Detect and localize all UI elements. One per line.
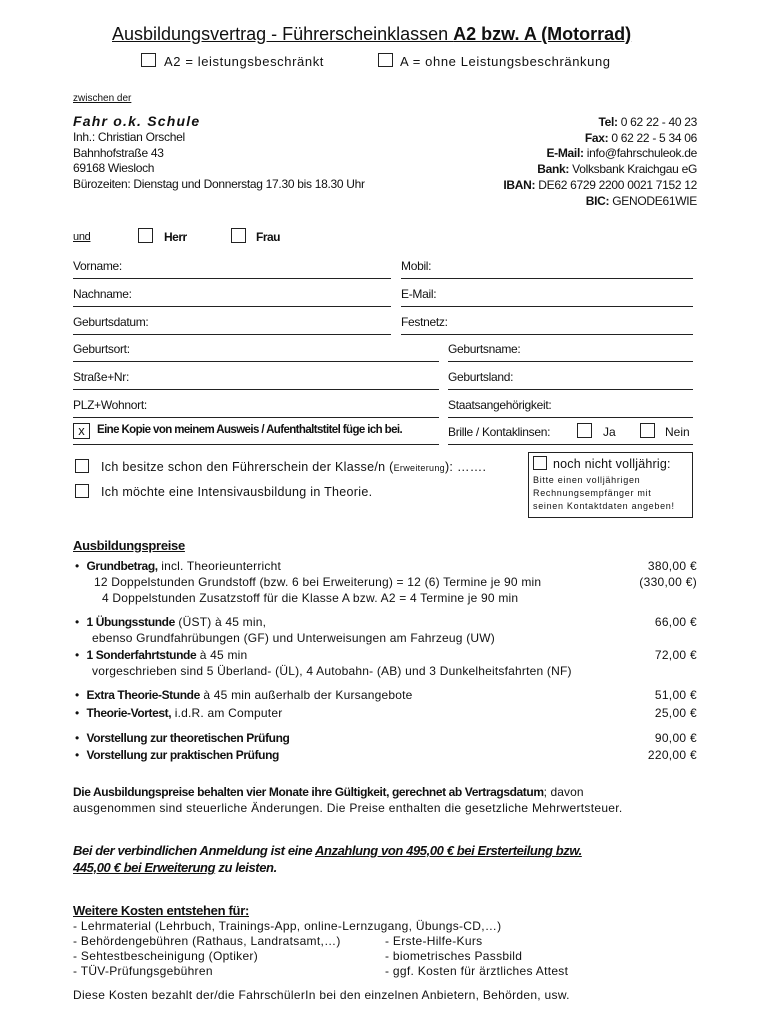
grund-line-3: 4 Doppelstunden Zusatzstoff für die Klasse A bzw. A2 = 4 Termine je 90 min [102, 591, 519, 605]
checkbox-a[interactable] [378, 53, 393, 67]
plz-label: PLZ+Wohnort: [73, 398, 147, 412]
cost-right-3: - biometrisches Passbild [385, 949, 523, 963]
fax-value: 0 62 22 - 5 34 06 [611, 130, 697, 145]
grund-label: Grundbetrag, [86, 559, 158, 573]
intensiv-text: Ich möchte eine Intensivausbildung in Theorie. [101, 485, 373, 499]
costs-heading: Weitere Kosten entstehen für: [73, 903, 249, 918]
sonder-label: 1 Sonderfahrtstunde [86, 648, 197, 662]
between-label: zwischen der [73, 93, 132, 104]
grund-price-2: (330,00 €) [639, 575, 697, 589]
extra-price: 51,00 € [654, 688, 697, 702]
option-a-label: A = ohne Leistungsbeschränkung [400, 54, 611, 69]
bank-label: Bank: [537, 162, 570, 177]
ja-label: Ja [603, 425, 616, 439]
title-main: Ausbildungsvertrag - Führerscheinklassen [112, 24, 454, 44]
extra-rest: à 45 min außerhalb der Kursangebote [199, 688, 413, 702]
copy-text: Eine Kopie von meinem Ausweis / Aufenthaltstitel füge ich bei. [97, 424, 403, 436]
geburtsort-label: Geburtsort: [73, 342, 130, 356]
email-field[interactable] [401, 306, 693, 307]
cost-line-2: - Behördengebühren (Rathaus, Landratsamt,…) [73, 934, 341, 948]
bullet: • [75, 731, 80, 745]
deposit-pre: Bei der verbindlichen Anmeldung ist eine [73, 843, 315, 858]
uebung-rest: (ÜST) à 45 min, [174, 615, 267, 629]
minor-note-2: Rechnungsempfänger mit [533, 488, 652, 498]
email-label: E-Mail: [546, 146, 584, 161]
vorname-label: Vorname: [73, 259, 122, 273]
vortest-label: Theorie-Vortest, [86, 706, 172, 720]
sonder-price: 72,00 € [654, 648, 697, 662]
tel-value: 0 62 22 - 40 23 [620, 115, 697, 129]
extra-label: Extra Theorie-Stunde [86, 688, 200, 702]
bullet: • [75, 688, 80, 702]
checkbox-frau[interactable] [231, 228, 246, 243]
nachname-field[interactable] [73, 306, 391, 307]
deposit-amount-1: Anzahlung von 495,00 € bei Ersterteilung bzw. [314, 843, 582, 858]
checkbox-nein[interactable] [640, 423, 655, 438]
sonder-line-2: vorgeschrieben sind 5 Überland- (ÜL), 4 Autobahn- (AB) und 3 Dunkelheitsfahrten (NF) [92, 664, 572, 678]
prices-heading: Ausbildungspreise [73, 538, 185, 553]
deposit-line-2 [73, 860, 277, 875]
school-street: Bahnhofstraße 43 [73, 146, 164, 160]
cost-line-1: - Lehrmaterial (Lehrbuch, Trainings-App, online-Lernzugang, Übungs-CD,…) [73, 919, 502, 933]
checkbox-herr[interactable] [138, 228, 153, 243]
minor-title: noch nicht volljährig: [553, 457, 671, 471]
checkbox-a2[interactable] [141, 53, 156, 67]
geburtsdatum-label: Geburtsdatum: [73, 315, 149, 329]
tel-label: Tel: [598, 115, 618, 129]
vortest-rest: i.d.R. am Computer [171, 706, 283, 720]
mobil-field[interactable] [401, 278, 693, 279]
license-small: Erweiterung [393, 463, 445, 473]
iban-label: IBAN: [503, 177, 536, 192]
validity-text [73, 785, 584, 799]
grund-line-2: 12 Doppelstunden Grundstoff (bzw. 6 bei Erweiterung) = 12 (6) Termine je 90 min [94, 575, 542, 589]
prak-price: 220,00 € [647, 748, 697, 762]
iban-value: DE62 6729 2200 0021 7152 12 [538, 177, 697, 192]
copy-row-line [73, 444, 439, 445]
checkbox-license[interactable] [75, 459, 89, 473]
brille-label: Brille / Kontaklinsen: [448, 425, 551, 439]
fax-label: Fax: [584, 130, 609, 145]
validity-bold: Die Ausbildungspreise behalten vier Monate ihre Gültigkeit, gerechnet ab Vertragsdatum [73, 785, 544, 799]
geburtsdatum-field[interactable] [73, 334, 391, 335]
vorname-field[interactable] [73, 278, 391, 279]
minor-box [528, 452, 693, 518]
checkbox-copy[interactable]: x [73, 423, 90, 439]
nachname-label: Nachname: [73, 287, 132, 301]
nein-label: Nein [665, 425, 690, 439]
bullet: • [75, 559, 80, 573]
geburtsname-field[interactable] [448, 361, 693, 362]
price-grund [75, 559, 281, 573]
vortest-price: 25,00 € [654, 706, 697, 720]
cost-line-3: - Sehtestbescheinigung (Optiker) [73, 949, 259, 963]
grund-rest: incl. Theorieunterricht [157, 559, 281, 573]
festnetz-field[interactable] [401, 334, 693, 335]
school-owner: Inh.: Christian Orschel [73, 130, 185, 144]
costs-footer: Diese Kosten bezahlt der/die FahrschülerIn bei den einzelnen Anbietern, Behörden, usw. [73, 988, 570, 1002]
minor-note-3: seinen Kontaktdaten angeben! [533, 501, 675, 511]
cost-right-4: - ggf. Kosten für ärztliches Attest [385, 964, 569, 978]
validity-rest: ; davon [543, 785, 584, 799]
price-uebung [75, 615, 266, 629]
cost-right-2: - Erste-Hilfe-Kurs [385, 934, 483, 948]
deposit-text [73, 843, 582, 858]
geburtsort-field[interactable] [73, 361, 439, 362]
license-post: ): ……. [444, 460, 487, 474]
uebung-label: 1 Übungsstunde [86, 615, 175, 629]
plz-field[interactable] [73, 417, 439, 418]
school-contact [503, 115, 697, 209]
checkbox-intensiv[interactable] [75, 484, 89, 498]
staat-label: Staatsangehörigkeit: [448, 398, 552, 412]
validity-line-2: ausgenommen sind steuerliche Änderungen. Die Preise enthalten die gesetzliche Mehrwertsteuer. [73, 801, 623, 815]
school-name: Fahr o.k. Schule [73, 113, 201, 129]
document-title [112, 24, 631, 45]
price-vortest [75, 706, 282, 720]
minor-note-1: Bitte einen volljährigen [533, 475, 641, 485]
office-hours: Bürozeiten: Dienstag und Donnerstag 17.30 bis 18.30 Uhr [73, 177, 365, 191]
brille-row-line [448, 444, 693, 445]
option-a2-label: A2 = leistungsbeschränkt [164, 54, 325, 69]
price-sonder [75, 648, 247, 662]
email-value: info@fahrschuleok.de [586, 146, 697, 161]
title-class: A2 bzw. A (Motorrad) [453, 24, 632, 44]
und-label: und [73, 231, 91, 243]
geburtsland-field[interactable] [448, 389, 693, 390]
deposit-post: zu leisten. [215, 860, 277, 875]
deposit-amount-2: 445,00 € bei Erweiterung [73, 860, 216, 875]
uebung-price: 66,00 € [654, 615, 697, 629]
bullet: • [75, 748, 80, 762]
email-field-label: E-Mail: [401, 287, 437, 301]
bullet: • [75, 706, 80, 720]
checkbox-ja[interactable] [577, 423, 592, 438]
school-city: 69168 Wiesloch [73, 161, 155, 175]
bullet: • [75, 648, 80, 662]
bullet: • [75, 615, 80, 629]
geburtsname-label: Geburtsname: [448, 342, 521, 356]
grund-price: 380,00 € [647, 559, 697, 573]
price-theo [75, 731, 289, 745]
license-text [101, 460, 486, 474]
frau-label: Frau [256, 230, 281, 244]
sonder-rest: à 45 min [196, 648, 248, 662]
price-prak [75, 748, 279, 762]
uebung-line-2: ebenso Grundfahrübungen (GF) und Unterweisungen am Fahrzeug (UW) [92, 631, 495, 645]
mobil-label: Mobil: [401, 259, 432, 273]
prak-label: Vorstellung zur praktischen Prüfung [86, 748, 279, 762]
festnetz-label: Festnetz: [401, 315, 448, 329]
staat-field[interactable] [448, 417, 693, 418]
license-pre: Ich besitze schon den Führerschein der Klasse/n ( [101, 460, 394, 474]
geburtsland-label: Geburtsland: [448, 370, 514, 384]
bank-value: Volksbank Kraichgau eG [572, 162, 697, 177]
checkbox-minor[interactable] [533, 456, 547, 470]
herr-label: Herr [164, 230, 187, 244]
theo-label: Vorstellung zur theoretischen Prüfung [86, 731, 290, 745]
bic-value: GENODE61WIE [612, 193, 697, 208]
strasse-field[interactable] [73, 389, 439, 390]
cost-line-4: - TÜV-Prüfungsgebühren [73, 964, 213, 978]
price-extra [75, 688, 413, 702]
bic-label: BIC: [585, 193, 610, 208]
theo-price: 90,00 € [654, 731, 697, 745]
strasse-label: Straße+Nr: [73, 370, 130, 384]
